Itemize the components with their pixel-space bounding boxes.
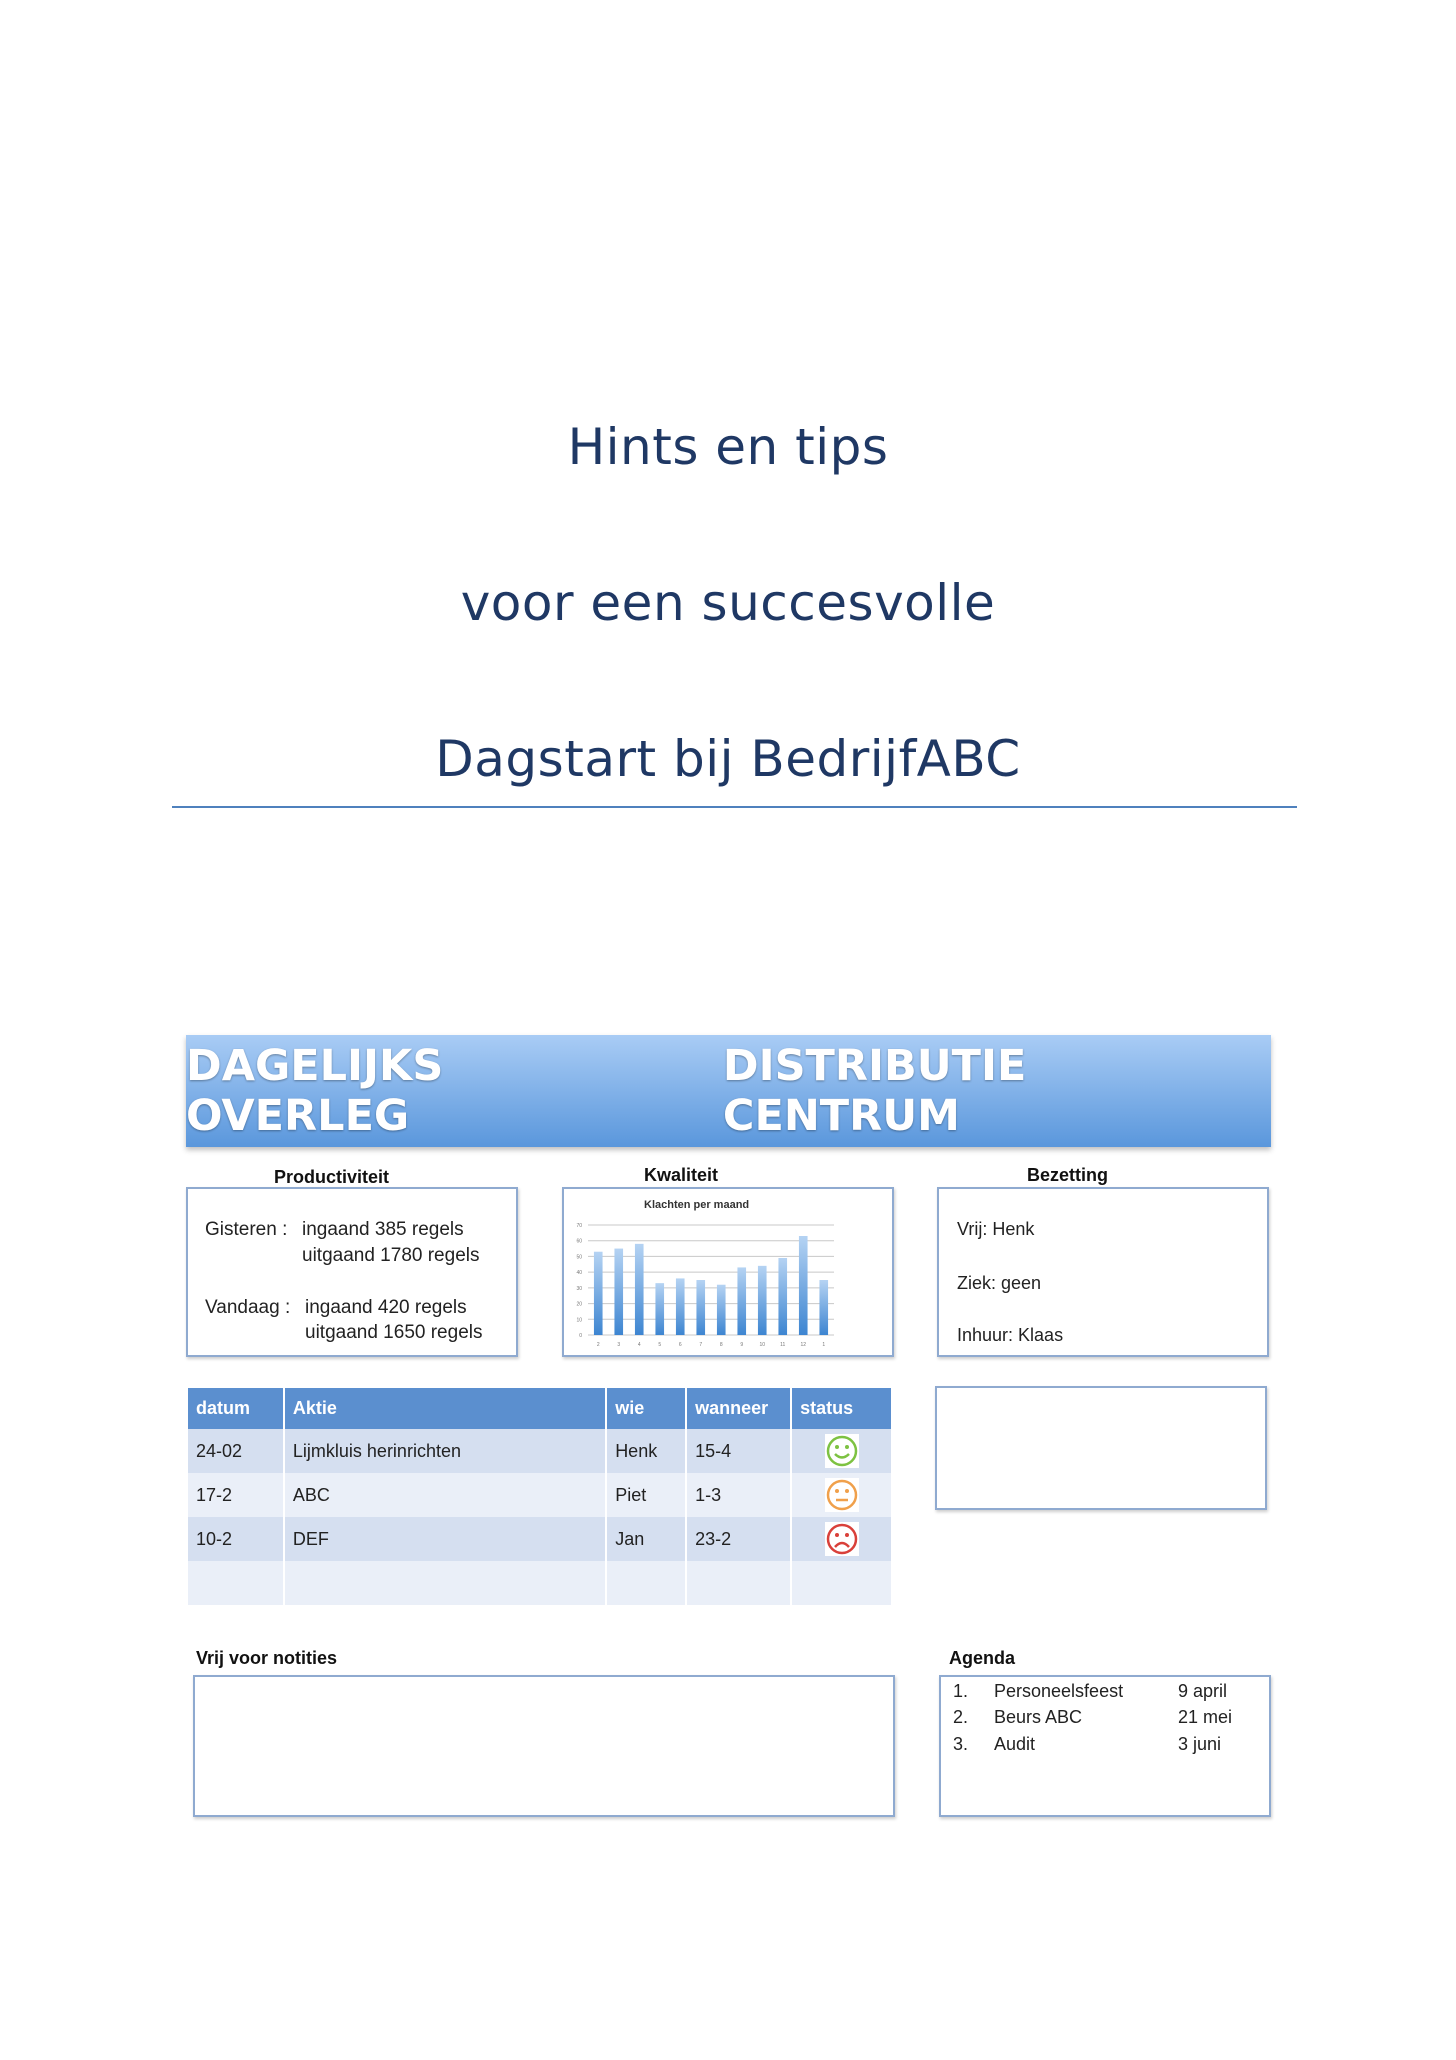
title-line-2: voor een succesvolle — [460, 574, 996, 632]
cell-wanneer: 1-3 — [686, 1473, 791, 1517]
svg-text:0: 0 — [579, 1333, 582, 1339]
cell-status — [791, 1429, 892, 1473]
bezetting-vrij: Vrij: Henk — [957, 1219, 1035, 1239]
title-line-3: Dagstart bij BedrijfABC — [435, 730, 1021, 788]
cell-aktie: Lijmkluis herinrichten — [284, 1429, 606, 1473]
svg-text:70: 70 — [576, 1223, 582, 1229]
svg-text:12: 12 — [800, 1342, 807, 1348]
productiviteit-box — [186, 1187, 518, 1357]
cell-datum: 10-2 — [188, 1517, 284, 1561]
svg-text:40: 40 — [576, 1270, 582, 1277]
cell-wie: Jan — [606, 1517, 686, 1561]
col-wie: wie — [606, 1388, 686, 1429]
col-aktie: Aktie — [284, 1388, 606, 1429]
svg-text:30: 30 — [576, 1285, 582, 1292]
table-header-row — [188, 1388, 892, 1429]
happy-face-icon — [825, 1434, 859, 1468]
agenda-num: 1. — [953, 1681, 969, 1701]
svg-text:50: 50 — [576, 1254, 582, 1261]
col-status: status — [791, 1388, 892, 1429]
bezetting-box — [937, 1187, 1269, 1357]
svg-text:1: 1 — [822, 1342, 826, 1348]
title-line-1: Hints en tips — [567, 418, 889, 476]
agenda-date: 21 mei — [1178, 1707, 1233, 1727]
cell-wie: Henk — [606, 1429, 686, 1473]
chart-title: Klachten per maand — [644, 1199, 750, 1211]
vandaag-in: ingaand 420 regels — [305, 1297, 467, 1318]
col-wanneer: wanneer — [686, 1388, 791, 1429]
agenda-num: 3. — [953, 1734, 969, 1754]
table-row-empty — [188, 1561, 892, 1605]
svg-text:20: 20 — [576, 1301, 582, 1308]
notes-label: Vrij voor notities — [196, 1648, 338, 1668]
actions-table — [188, 1388, 893, 1605]
bezetting-inhuur: Inhuur: Klaas — [957, 1325, 1064, 1345]
col-datum: datum — [188, 1388, 284, 1429]
cell-aktie: DEF — [284, 1517, 606, 1561]
banner-left-text: DAGELIJKS OVERLEG — [186, 1041, 444, 1141]
agenda-label: Agenda — [949, 1648, 1016, 1668]
title-divider — [172, 806, 1297, 808]
cell-wie: Piet — [606, 1473, 686, 1517]
svg-text:8: 8 — [719, 1342, 723, 1348]
table-row — [188, 1429, 892, 1473]
bezetting-label: Bezetting — [1027, 1165, 1108, 1185]
kwaliteit-box — [562, 1187, 894, 1357]
agenda-event: Personeelsfeest — [994, 1681, 1124, 1701]
neutral-face-icon — [825, 1478, 859, 1512]
svg-text:11: 11 — [780, 1342, 786, 1348]
gisteren-label: Gisteren : — [205, 1219, 288, 1240]
svg-text:10: 10 — [576, 1317, 582, 1324]
agenda-box — [939, 1675, 1271, 1817]
svg-text:6: 6 — [678, 1342, 682, 1348]
cell-status — [791, 1473, 892, 1517]
sad-face-icon — [825, 1522, 859, 1556]
complaints-bar-chart — [564, 1189, 892, 1355]
svg-text:2: 2 — [596, 1342, 600, 1348]
banner-right-text: DISTRIBUTIE CENTRUM — [722, 1041, 1027, 1141]
cell-datum: 24-02 — [188, 1429, 284, 1473]
cell-empty — [791, 1561, 892, 1605]
cell-status — [791, 1517, 892, 1561]
cell-empty — [686, 1561, 791, 1605]
cell-aktie: ABC — [284, 1473, 606, 1517]
gisteren-in: ingaand 385 regels — [302, 1219, 464, 1240]
table-row — [188, 1517, 892, 1561]
bezetting-ziek: Ziek: geen — [957, 1273, 1042, 1293]
cell-empty — [188, 1561, 284, 1605]
empty-info-box — [935, 1386, 1267, 1510]
cell-datum: 17-2 — [188, 1473, 284, 1517]
kwaliteit-label: Kwaliteit — [644, 1165, 719, 1185]
table-row — [188, 1473, 892, 1517]
cell-empty — [606, 1561, 686, 1605]
svg-text:7: 7 — [699, 1342, 703, 1348]
cell-wanneer: 15-4 — [686, 1429, 791, 1473]
vandaag-label: Vandaag : — [205, 1297, 291, 1318]
cell-empty — [284, 1561, 606, 1605]
svg-text:10: 10 — [759, 1342, 766, 1348]
cell-wanneer: 23-2 — [686, 1517, 791, 1561]
svg-text:9: 9 — [740, 1342, 744, 1348]
agenda-event: Audit — [994, 1734, 1036, 1754]
agenda-date: 3 juni — [1178, 1734, 1222, 1754]
svg-text:3: 3 — [617, 1342, 621, 1348]
board-banner — [186, 1035, 1271, 1147]
vandaag-out: uitgaand 1650 regels — [305, 1322, 483, 1343]
gisteren-out: uitgaand 1780 regels — [302, 1245, 480, 1266]
productiviteit-label: Productiviteit — [274, 1167, 390, 1187]
agenda-date: 9 april — [1178, 1681, 1228, 1701]
agenda-event: Beurs ABC — [994, 1707, 1083, 1727]
svg-text:5: 5 — [658, 1342, 662, 1348]
svg-text:60: 60 — [576, 1238, 582, 1245]
agenda-num: 2. — [953, 1707, 969, 1727]
svg-text:4: 4 — [637, 1342, 641, 1348]
notes-box — [193, 1675, 895, 1817]
